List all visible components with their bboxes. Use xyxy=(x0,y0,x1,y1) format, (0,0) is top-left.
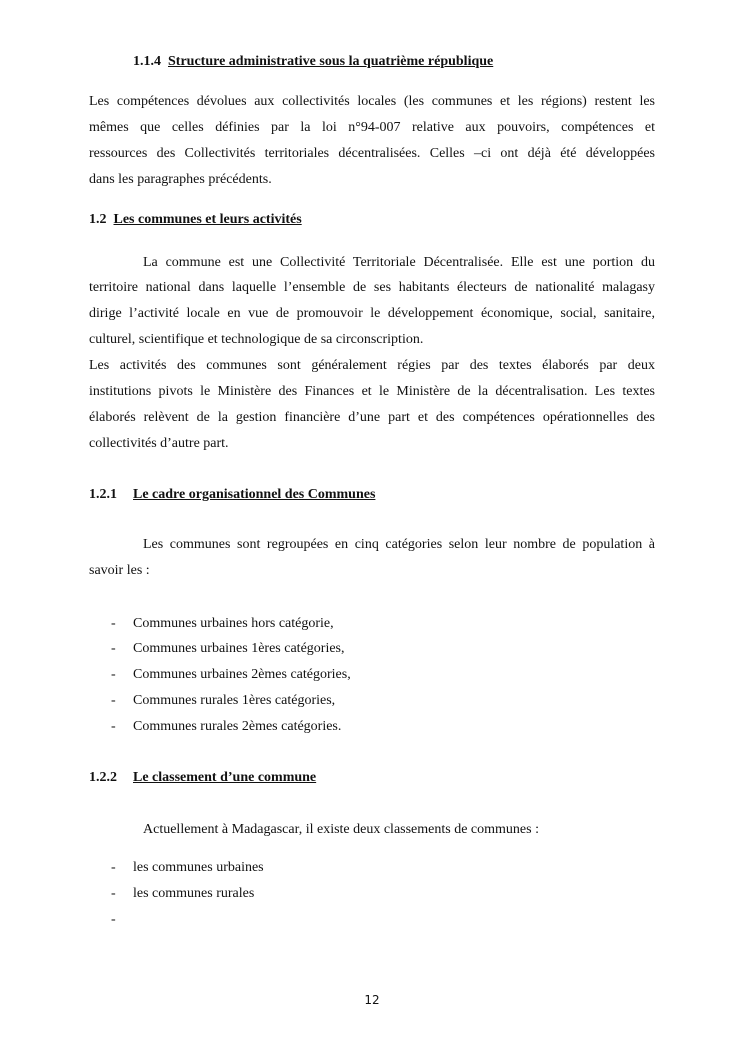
heading-1-2-2 xyxy=(89,769,655,787)
heading-1-2 xyxy=(89,211,655,229)
text-line: territoire national dans laquelle l’ensemble de ses habitants électeurs de nationalité malagasy xyxy=(89,280,655,295)
list-item: Communes rurales 1ères catégories, xyxy=(133,693,336,708)
list-item: Communes urbaines hors catégorie, xyxy=(133,616,334,631)
text-line: ressources des Collectivités territoriales décentralisées. Celles –ci ont déjà été développées xyxy=(89,146,655,161)
list-item: Communes rurales 2èmes catégories. xyxy=(133,719,342,734)
bullet-dash: - xyxy=(111,667,116,682)
heading-title: Le classement d’une commune xyxy=(133,770,317,785)
heading-number: 1.2.2 xyxy=(89,770,117,785)
text-line: Les compétences dévolues aux collectivités locales (les communes et les régions) restent les xyxy=(89,94,655,109)
text-line: Les communes sont regroupées en cinq catégories selon leur nombre de population à xyxy=(143,537,655,552)
heading-title: Structure administrative sous la quatrième république xyxy=(168,54,494,69)
text-line: institutions pivots le Ministère des Finances et le Ministère de la décentralisation. Les textes xyxy=(89,384,655,399)
heading-title: Les communes et leurs activités xyxy=(113,212,302,227)
text-line: dans les paragraphes précédents. xyxy=(89,172,272,187)
list-item: les communes rurales xyxy=(133,886,255,901)
text-line: élaborés relèvent de la gestion financière d’une part et des compétences opérationnelles des xyxy=(89,410,655,425)
list-item: Communes urbaines 1ères catégories, xyxy=(133,641,345,656)
paragraph-classement: Actuellement à Madagascar, il existe deux classements de communes : xyxy=(143,822,539,837)
heading-number: 1.1.4 xyxy=(133,54,161,69)
text-line: mêmes que celles définies par la loi n°94-007 relative aux pouvoirs, compétences et xyxy=(89,120,655,135)
text-line: savoir les : xyxy=(89,563,150,578)
page-number: 12 xyxy=(364,993,380,1007)
bullet-dash: - xyxy=(111,693,116,708)
bullet-dash: - xyxy=(111,860,116,875)
text-line: Les activités des communes sont généralement régies par des textes élaborés par deux xyxy=(89,358,655,373)
text-line: collectivités d’autre part. xyxy=(89,436,229,451)
bullet-dash: - xyxy=(111,912,116,927)
text-line: culturel, scientifique et technologique de sa circonscription. xyxy=(89,332,424,347)
heading-title: Le cadre organisationnel des Communes xyxy=(133,487,376,502)
list-item: Communes urbaines 2èmes catégories, xyxy=(133,667,351,682)
text-line: La commune est une Collectivité Territoriale Décentralisée. Elle est une portion du xyxy=(143,255,655,270)
heading-number: 1.2.1 xyxy=(89,487,117,502)
bullet-dash: - xyxy=(111,719,116,734)
bullet-dash: - xyxy=(111,886,116,901)
bullet-dash: - xyxy=(111,641,116,656)
text-line: dirige l’activité locale en vue de promouvoir le développement économique, social, sanitaire, xyxy=(89,306,655,321)
heading-1-2-1 xyxy=(89,486,655,504)
heading-number: 1.2 xyxy=(89,212,107,227)
list-item: les communes urbaines xyxy=(133,860,264,875)
heading-1-1-4 xyxy=(133,53,699,71)
bullet-dash: - xyxy=(111,616,116,631)
